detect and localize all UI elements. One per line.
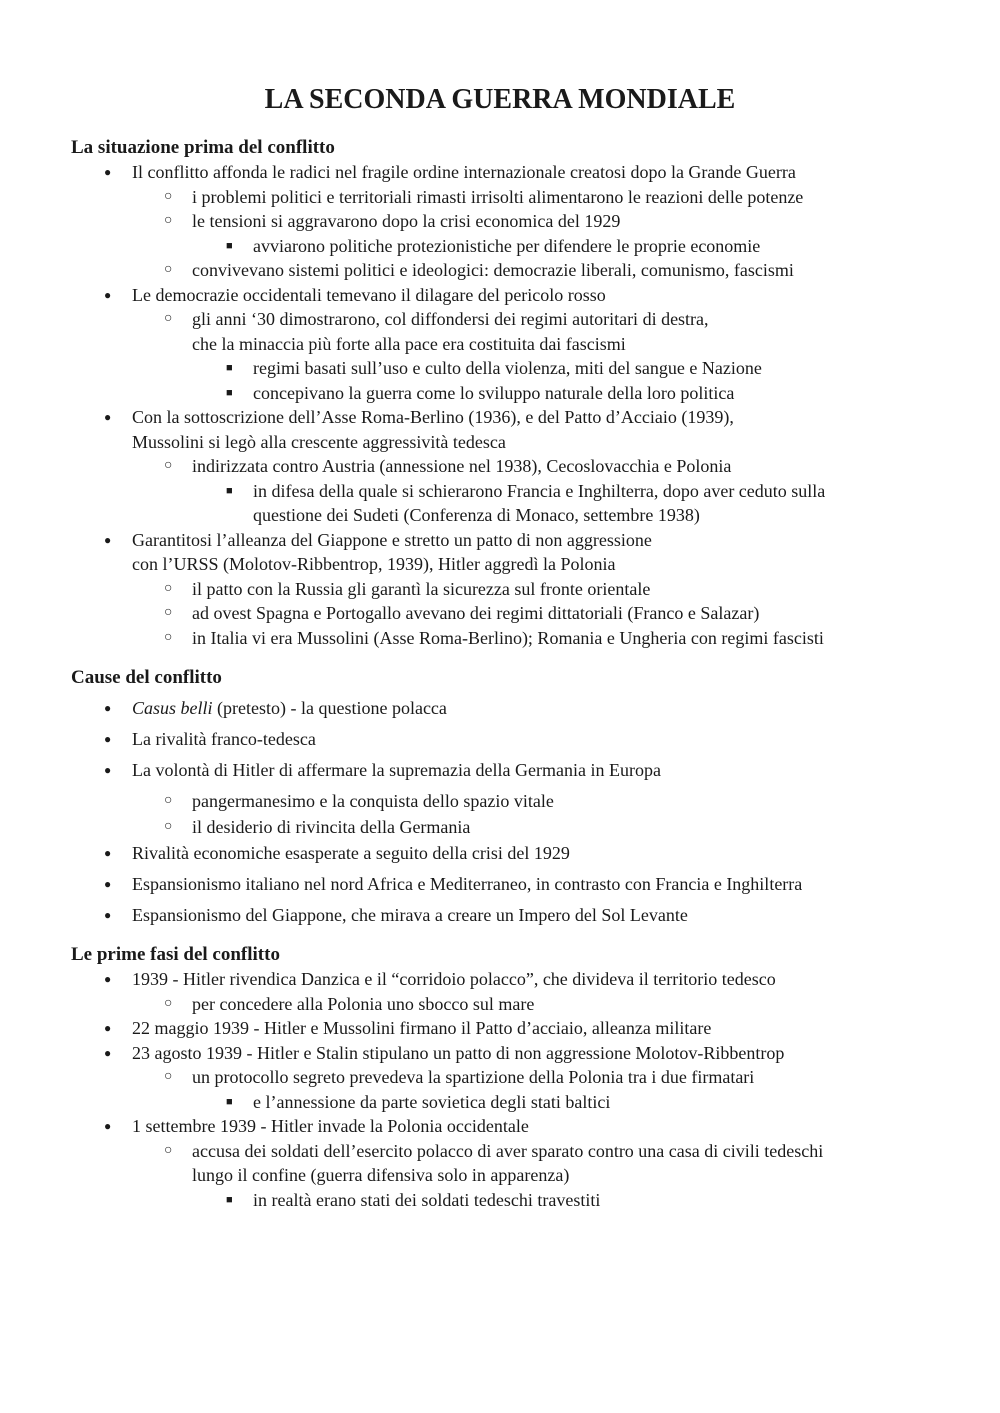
- list-item-text: in realtà erano stati dei soldati tedeschi travestiti: [253, 1189, 601, 1210]
- bullet-marker-icon: ●: [104, 732, 112, 746]
- list-item-text: pangermanesimo e la conquista dello spazio vitale: [192, 791, 554, 811]
- list-item-text: Le democrazie occidentali temevano il dilagare del pericolo rosso: [132, 284, 606, 305]
- bullet-marker-icon: ○: [164, 580, 173, 596]
- list-item-text: un protocollo segreto prevedeva la spartizione della Polonia tra i due firmatari: [192, 1067, 755, 1087]
- bullet-marker-icon: ■: [226, 1193, 233, 1206]
- bullet-marker-icon: ●: [104, 701, 112, 715]
- list-item: [71, 1041, 931, 1066]
- list-item: [71, 405, 931, 430]
- bullet-marker-icon: ■: [226, 239, 233, 252]
- list-item: [71, 381, 931, 406]
- bullet-marker-icon: ●: [104, 1021, 112, 1035]
- bullet-marker-icon: ○: [164, 262, 173, 277]
- list-item-text: avviarono politiche protezionistiche per difendere le proprie economie: [253, 235, 761, 256]
- bullet-marker-icon: ●: [104, 877, 112, 891]
- list-item: [71, 1188, 931, 1213]
- list-item-text: La rivalità franco-tedesca: [132, 729, 316, 749]
- list-item: [71, 872, 931, 897]
- list-item: [71, 903, 931, 928]
- list-item: [71, 528, 931, 553]
- list-item: [71, 1139, 931, 1164]
- list-item-text: ad ovest Spagna e Portogallo avevano dei regimi dittatoriali (Franco e Salazar): [192, 603, 760, 623]
- bullet-marker-icon: ●: [104, 165, 112, 179]
- list-item-continuation: [71, 332, 931, 357]
- list-item: [71, 307, 931, 332]
- list-item: [71, 209, 931, 234]
- bullet-marker-icon: ●: [104, 1045, 112, 1060]
- bullet-marker-icon: ○: [164, 819, 173, 834]
- list-item-text: 1 settembre 1939 - Hitler invade la Polonia occidentale: [132, 1116, 529, 1136]
- list-item-text: 23 agosto 1939 - Hitler e Stalin stipulano un patto di non aggressione Molotov-Ribbentrop: [132, 1042, 785, 1063]
- list-item: [71, 577, 931, 602]
- list-item: [71, 789, 931, 814]
- list-item-text: e l’annessione da parte sovietica degli stati baltici: [253, 1091, 611, 1112]
- bullet-marker-icon: ●: [104, 410, 112, 424]
- list-item-text: Espansionismo italiano nel nord Africa e Mediterraneo, in contrasto con Francia e Inghilterra: [132, 874, 803, 894]
- bullet-marker-icon: ○: [164, 629, 173, 645]
- list-item: [71, 626, 931, 651]
- section-prime-fasi: [71, 943, 931, 1212]
- list-item: [71, 356, 931, 381]
- bullet-list: [71, 160, 931, 650]
- list-item: [71, 758, 931, 783]
- list-item-text: lungo il confine (guerra difensiva solo in apparenza): [192, 1165, 570, 1185]
- bullet-marker-icon: ○: [164, 1069, 173, 1084]
- bullet-list: [71, 696, 931, 928]
- list-item-continuation: [71, 1163, 931, 1188]
- list-item-text: Con la sottoscrizione dell’Asse Roma-Berlino (1936), e del Patto d’Acciaio (1939),: [132, 407, 734, 427]
- section-situazione: [71, 136, 931, 650]
- page-title: LA SECONDA GUERRA MONDIALE: [264, 84, 736, 115]
- bullet-marker-icon: ●: [104, 1119, 112, 1133]
- section-heading: Le prime fasi del conflitto: [71, 944, 280, 965]
- bullet-marker-icon: ■: [226, 362, 233, 374]
- list-item-text: gli anni ‘30 dimostrarono, col diffondersi dei regimi autoritari di destra,: [192, 309, 709, 329]
- list-item: [71, 258, 931, 283]
- list-item-text: accusa dei soldati dell’esercito polacco di aver sparato contro una casa di civili tedeschi: [192, 1140, 824, 1161]
- list-item-text: con l’URSS (Molotov-Ribbentrop, 1939), Hitler aggredì la Polonia: [132, 554, 616, 574]
- list-item: [71, 967, 931, 992]
- italic-term: Casus belli: [132, 698, 213, 718]
- list-item-text: in Italia vi era Mussolini (Asse Roma-Berlino); Romania e Ungheria con regimi fascisti: [192, 627, 824, 648]
- list-item: [71, 992, 931, 1017]
- bullet-marker-icon: ○: [164, 605, 173, 620]
- list-item-text: 1939 - Hitler rivendica Danzica e il “corridoio polacco”, che divideva il territorio tedesco: [132, 969, 776, 989]
- bullet-marker-icon: ■: [226, 1095, 233, 1108]
- list-item: [71, 727, 931, 752]
- list-item-text: in difesa della quale si schierarono Francia e Inghilterra, dopo aver ceduto sulla: [253, 480, 826, 501]
- bullet-marker-icon: ○: [164, 793, 173, 808]
- list-item-continuation: [71, 552, 931, 577]
- list-item-text: il desiderio di rivincita della Germania: [192, 817, 471, 837]
- list-item: [71, 1090, 931, 1115]
- list-item: [71, 283, 931, 308]
- bullet-marker-icon: ●: [104, 287, 112, 302]
- bullet-marker-icon: ○: [164, 188, 173, 204]
- list-item: [71, 1114, 931, 1139]
- list-item-continuation: [71, 430, 931, 455]
- bullet-marker-icon: ●: [104, 763, 112, 777]
- bullet-marker-icon: ●: [104, 532, 112, 547]
- list-item: [71, 479, 931, 504]
- section-heading: Cause del conflitto: [71, 667, 222, 688]
- list-item-text: per concedere alla Polonia uno sbocco sul mare: [192, 993, 535, 1014]
- list-item-text: i problemi politici e territoriali rimasti irrisolti alimentarono le reazioni delle potenze: [192, 186, 804, 207]
- bullet-marker-icon: ●: [104, 972, 112, 986]
- list-item-text: questione dei Sudeti (Conferenza di Monaco, settembre 1938): [253, 505, 700, 525]
- list-item: [71, 841, 931, 866]
- list-item-text: Il conflitto affonda le radici nel fragile ordine internazionale creatosi dopo la Grande Guerra: [132, 162, 796, 182]
- list-item: [71, 1016, 931, 1041]
- bullet-marker-icon: ●: [104, 846, 112, 860]
- bullet-marker-icon: ○: [164, 1142, 173, 1158]
- bullet-marker-icon: ■: [226, 484, 233, 497]
- bullet-list: [71, 967, 931, 1212]
- list-item: [71, 601, 931, 626]
- list-item: [71, 234, 931, 259]
- list-item-text: il patto con la Russia gli garantì la sicurezza sul fronte orientale: [192, 578, 651, 599]
- list-item: [71, 696, 931, 721]
- list-item-text: 22 maggio 1939 - Hitler e Mussolini firmano il Patto d’acciaio, alleanza militare: [132, 1018, 712, 1038]
- bullet-marker-icon: ○: [164, 458, 173, 473]
- list-item: [71, 454, 931, 479]
- list-item: [71, 185, 931, 210]
- list-item: [71, 160, 931, 185]
- list-item-text: convivevano sistemi politici e ideologici: democrazie liberali, comunismo, fascismi: [192, 260, 794, 280]
- section-cause: [71, 666, 931, 934]
- list-item: [71, 815, 931, 840]
- bullet-marker-icon: ○: [164, 995, 173, 1011]
- list-item-text: La volontà di Hitler di affermare la supremazia della Germania in Europa: [132, 760, 661, 780]
- list-item-text: (pretesto) - la questione polacca: [212, 698, 447, 718]
- list-item-text: le tensioni si aggravarono dopo la crisi economica del 1929: [192, 211, 621, 231]
- bullet-marker-icon: ■: [226, 386, 233, 399]
- list-item-text: Rivalità economiche esasperate a seguito della crisi del 1929: [132, 843, 570, 863]
- list-item-text: indirizzata contro Austria (annessione nel 1938), Cecoslovacchia e Polonia: [192, 456, 732, 476]
- bullet-marker-icon: ○: [164, 213, 173, 228]
- bullet-marker-icon: ○: [164, 311, 173, 326]
- list-item-text: Espansionismo del Giappone, che mirava a creare un Impero del Sol Levante: [132, 905, 688, 925]
- list-item-text: che la minaccia più forte alla pace era costituita dai fascismi: [192, 333, 626, 354]
- list-item-text: Garantitosi l’alleanza del Giappone e stretto un patto di non aggressione: [132, 529, 652, 550]
- section-heading: La situazione prima del conflitto: [71, 137, 335, 158]
- list-item-continuation: [71, 503, 931, 528]
- list-item-text: concepivano la guerra come lo sviluppo naturale della loro politica: [253, 382, 735, 403]
- list-item: [71, 1065, 931, 1090]
- list-item-text: Mussolini si legò alla crescente aggressività tedesca: [132, 431, 506, 452]
- bullet-marker-icon: ●: [104, 908, 112, 922]
- list-item-text: regimi basati sull’uso e culto della violenza, miti del sangue e Nazione: [253, 358, 762, 378]
